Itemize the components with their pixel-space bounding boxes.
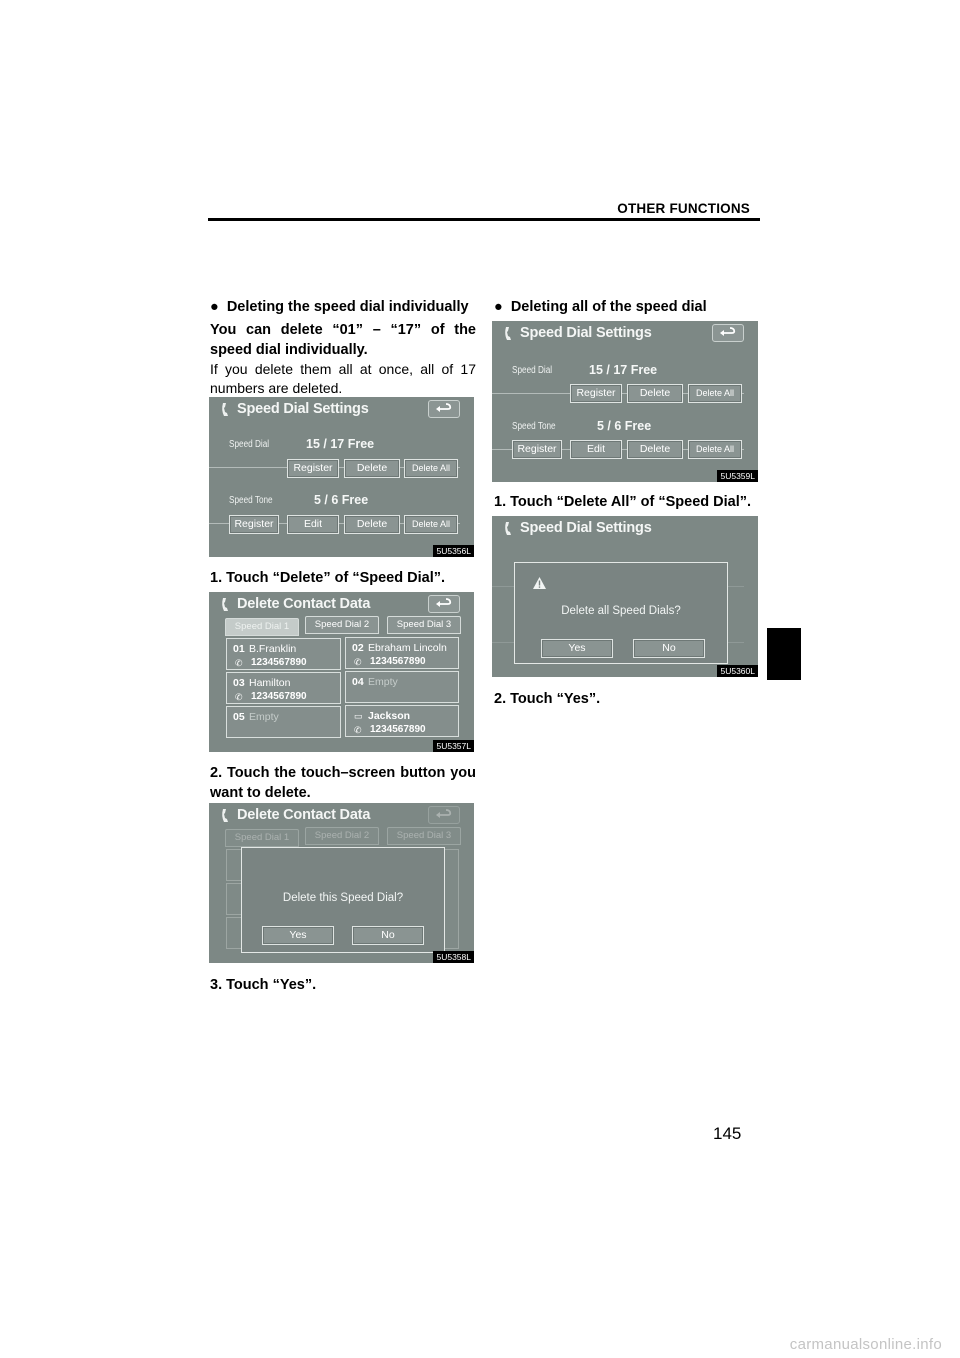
- entry-name: B.Franklin: [249, 643, 297, 655]
- section-title: OTHER FUNCTIONS: [617, 201, 750, 216]
- edit-button[interactable]: Edit: [287, 515, 339, 534]
- back-button[interactable]: [428, 595, 460, 613]
- figure-code: 5U5358L: [433, 951, 474, 963]
- entry-phone: 1234567890: [370, 656, 426, 667]
- chapter-tab: [767, 628, 801, 680]
- delete-all-button[interactable]: Delete All: [404, 459, 458, 478]
- entry-name: Ebraham Lincoln: [368, 642, 447, 654]
- contact-cell-03[interactable]: [226, 672, 341, 704]
- delete-all-button[interactable]: Delete All: [404, 515, 458, 534]
- entry-number: 02: [352, 642, 364, 654]
- delete-button[interactable]: Delete: [344, 515, 400, 534]
- watermark: carmanualsonline.info: [789, 1336, 942, 1353]
- register-button[interactable]: Register: [512, 440, 562, 459]
- phone-icon: [221, 402, 230, 417]
- entry-name: Jackson: [368, 710, 411, 722]
- speed-tone-label: Speed Tone: [512, 421, 556, 432]
- speed-tone-label: Speed Tone: [229, 495, 273, 506]
- contact-cell-06[interactable]: [345, 705, 459, 737]
- warning-icon: [533, 577, 546, 589]
- delete-all-button[interactable]: Delete All: [688, 384, 742, 403]
- bullet-icon: ●: [210, 299, 219, 315]
- title-bar: [209, 397, 474, 423]
- delete-button[interactable]: Delete: [344, 459, 400, 478]
- left-step-1: 1. Touch “Delete” of “Speed Dial”.: [210, 570, 445, 586]
- tab-speed-dial-2[interactable]: Speed Dial 2: [305, 616, 379, 634]
- entry-phone: 1234567890: [251, 657, 307, 668]
- speed-dial-count: 15 / 17 Free: [589, 363, 658, 377]
- entry-number: 01: [233, 643, 245, 655]
- register-button[interactable]: Register: [570, 384, 622, 403]
- dialog-message: Delete this Speed Dial?: [282, 892, 404, 904]
- tab-speed-dial-3[interactable]: Speed Dial 3: [387, 616, 461, 634]
- register-button[interactable]: Register: [229, 515, 279, 534]
- tab-speed-dial-2: Speed Dial 2: [305, 827, 379, 845]
- register-button[interactable]: Register: [287, 459, 339, 478]
- yes-button[interactable]: Yes: [541, 639, 613, 658]
- page-number: 145: [713, 1124, 742, 1143]
- edit-button[interactable]: Edit: [570, 440, 622, 459]
- figure-code: 5U5357L: [433, 740, 474, 752]
- screen-speed-dial-settings-2: [492, 321, 758, 482]
- phone-icon: [504, 326, 513, 341]
- no-button[interactable]: No: [352, 926, 424, 945]
- left-heading: [210, 297, 478, 317]
- contact-cell-04[interactable]: [345, 671, 459, 703]
- back-arrow-icon: [720, 327, 736, 338]
- confirm-dialog: [241, 847, 445, 953]
- title-bar: [492, 516, 758, 542]
- no-button[interactable]: No: [633, 639, 705, 658]
- entry-number: 03: [233, 677, 245, 689]
- contact-cell-05[interactable]: [226, 706, 341, 738]
- delete-all-button[interactable]: Delete All: [688, 440, 742, 459]
- figure-code: 5U5356L: [433, 545, 474, 557]
- screen-title: Delete Contact Data: [237, 807, 371, 823]
- delete-button[interactable]: Delete: [627, 440, 683, 459]
- right-step-1: 1. Touch “Delete All” of “Speed Dial”.: [494, 494, 752, 510]
- yes-button[interactable]: Yes: [262, 926, 334, 945]
- right-step-2: 2. Touch “Yes”.: [494, 691, 601, 707]
- screen-title: Speed Dial Settings: [237, 401, 369, 417]
- tab-speed-dial-1: Speed Dial 1: [225, 829, 299, 847]
- speed-tone-count: 5 / 6 Free: [597, 419, 652, 433]
- contact-cell-02[interactable]: [345, 637, 459, 669]
- screen-title: Speed Dial Settings: [520, 520, 652, 536]
- screen-confirm-delete-one: [209, 803, 474, 963]
- header-rule: [208, 218, 760, 221]
- left-step-2: 2. Touch the touch–screen button you want to delete.: [210, 765, 476, 801]
- back-arrow-icon: [436, 403, 452, 414]
- contact-card-icon: ▭: [354, 711, 363, 721]
- right-heading: [494, 297, 762, 317]
- entry-name: Empty: [249, 711, 279, 723]
- left-heading-text: Deleting the speed dial individually: [226, 299, 469, 315]
- screen-speed-dial-settings-1: [209, 397, 474, 557]
- figure-code: 5U5359L: [717, 470, 758, 482]
- screen-title: Delete Contact Data: [237, 596, 371, 612]
- figure-code: 5U5360L: [717, 665, 758, 677]
- left-intro: If you delete them all at once, all of 17 numbers are deleted.: [210, 361, 476, 396]
- speed-tone-count: 5 / 6 Free: [314, 493, 369, 507]
- entry-number: 04: [352, 676, 364, 688]
- back-arrow-icon: [436, 598, 452, 609]
- entry-phone: 1234567890: [370, 724, 426, 735]
- phone-icon: ✆: [235, 692, 243, 702]
- entry-phone: 1234567890: [251, 691, 307, 702]
- left-intro-bold: You can delete “01” – “17” of the speed dial individually.: [210, 322, 476, 358]
- delete-button[interactable]: Delete: [627, 384, 683, 403]
- right-heading-text: Deleting all of the speed dial: [510, 299, 707, 315]
- screen-confirm-delete-all: [492, 516, 758, 677]
- speed-dial-label: Speed Dial: [229, 439, 270, 450]
- phone-icon: ✆: [235, 658, 243, 668]
- phone-icon: ✆: [354, 657, 362, 667]
- tab-speed-dial-1[interactable]: Speed Dial 1: [225, 618, 299, 636]
- dialog-message: Delete all Speed Dials?: [561, 605, 681, 617]
- speed-dial-label: Speed Dial: [512, 365, 553, 376]
- tab-speed-dial-3: Speed Dial 3: [387, 827, 461, 845]
- title-bar: [492, 321, 758, 347]
- speed-dial-count: 15 / 17 Free: [306, 437, 375, 451]
- title-bar: [209, 803, 474, 829]
- phone-icon: ✆: [354, 725, 362, 735]
- back-button[interactable]: [428, 806, 460, 824]
- entry-name: Empty: [368, 676, 398, 688]
- phone-icon: [504, 521, 513, 536]
- phone-icon: [221, 808, 230, 823]
- back-button[interactable]: [428, 400, 460, 418]
- back-button[interactable]: [712, 324, 744, 342]
- confirm-dialog: [514, 562, 728, 664]
- screen-delete-contact-data: [209, 592, 474, 752]
- left-step-3: 3. Touch “Yes”.: [210, 977, 317, 993]
- contact-cell-01[interactable]: [226, 638, 341, 670]
- bullet-icon: ●: [494, 299, 503, 315]
- title-bar: [209, 592, 474, 618]
- back-arrow-icon: [436, 809, 452, 820]
- screen-title: Speed Dial Settings: [520, 325, 652, 341]
- entry-name: Hamilton: [249, 677, 291, 689]
- entry-number: 05: [233, 711, 245, 723]
- phone-icon: [221, 597, 230, 612]
